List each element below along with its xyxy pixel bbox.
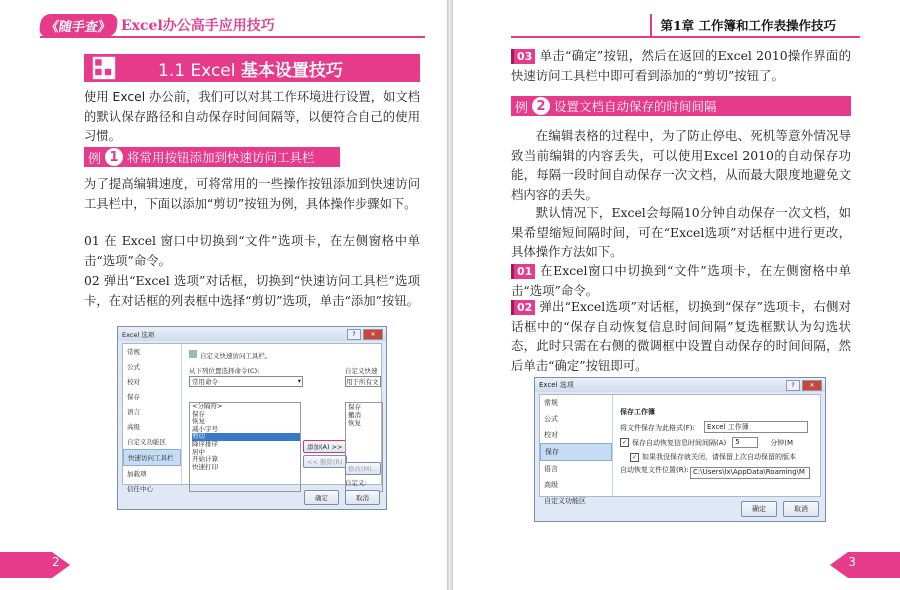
- header-rule: [511, 36, 860, 38]
- section-icon: [93, 57, 115, 79]
- example-number: 1: [105, 148, 123, 166]
- qat-heading: 自定义快速访问工具栏。: [189, 350, 272, 360]
- nav-item[interactable]: 常规: [544, 399, 558, 407]
- location-input[interactable]: C:\Users\lx\AppData\Roaming\M: [690, 467, 810, 479]
- customize-label: 自定义快速: [345, 367, 378, 375]
- list-item[interactable]: 减小字号: [192, 424, 218, 433]
- list-item[interactable]: 降序排序: [192, 439, 218, 448]
- remove-button[interactable]: << 删除(R): [303, 455, 347, 468]
- nav-item[interactable]: 常规: [127, 348, 140, 356]
- example-number: 2: [532, 97, 550, 115]
- choose-commands-label: 从下列位置选择命令(C):: [189, 367, 260, 375]
- modify-button[interactable]: 修改(M)...: [345, 462, 381, 475]
- ok-button[interactable]: 确定: [304, 490, 339, 505]
- section-heading: [84, 54, 420, 82]
- list-item[interactable]: 居中: [192, 447, 205, 456]
- example-2-para-1: 在编辑表格的过程中，为了防止停电、死机等意外情况导致当前编辑的内容丢失，可以使用Excel 2010的自动保存功能，每隔一段时间自动保存一次文档，从而最大限度地避免文档内容的丢失。: [511, 128, 851, 202]
- nav-item[interactable]: 语言: [127, 408, 140, 416]
- list-item[interactable]: 开始计算: [192, 455, 218, 464]
- example-label: 例: [88, 151, 102, 167]
- keep-version-checkbox[interactable]: ✓: [631, 453, 638, 461]
- list-item[interactable]: 恢复: [348, 419, 361, 427]
- close-icon[interactable]: ✕: [363, 329, 383, 340]
- options-nav: [123, 344, 182, 493]
- autosave-label: 保存自动恢复信息时间间隔(A): [632, 438, 727, 447]
- nav-item[interactable]: 校对: [127, 378, 140, 386]
- excel-options-dialog-qat: [117, 326, 387, 510]
- list-item[interactable]: 恢复: [192, 417, 205, 426]
- nav-item[interactable]: 自定义功能区: [127, 438, 166, 446]
- dialog-title: Excel 选项: [539, 381, 574, 389]
- dialog-footer: [741, 501, 819, 517]
- autosave-row: [620, 437, 793, 448]
- example-2-heading: [511, 96, 851, 116]
- window-controls: [347, 329, 383, 340]
- example-1-intro: 为了提高编辑速度，可将常用的一些操作按钮添加到快速访问工具栏中，下面以添加“剪切”按钮为例，具体操作步骤如下。: [84, 177, 420, 211]
- dialog-title: Excel 选项: [122, 330, 155, 339]
- format-select[interactable]: Excel 工作簿: [704, 421, 808, 433]
- list-item-selected[interactable]: 剪切: [192, 433, 300, 441]
- nav-item[interactable]: 保存: [127, 393, 140, 401]
- autosave-checkbox[interactable]: ✓: [621, 439, 628, 446]
- list-item[interactable]: <分隔符>: [192, 402, 223, 410]
- list-item[interactable]: 快速打印: [192, 462, 218, 471]
- step-number: 01: [511, 264, 535, 279]
- step-01: 01 在 Excel 窗口中切换到“文件”选项卡，在左侧窗格中单击“选项”命令。: [84, 233, 420, 268]
- chevron-down-icon: ▾: [297, 377, 301, 385]
- list-item[interactable]: 保存: [348, 403, 361, 411]
- left-page: [0, 0, 447, 590]
- cancel-button[interactable]: 取消: [783, 501, 819, 517]
- example-title: 设置文档自动保存的时间间隔: [554, 99, 717, 114]
- section-title: 1.1 Excel 基本设置技巧: [158, 60, 343, 81]
- keep-version-label: 如果我没保存就关闭，请保留上次自动保留的版本: [642, 453, 796, 461]
- cancel-button[interactable]: 取消: [345, 490, 380, 505]
- nav-item[interactable]: 加载项: [127, 470, 147, 478]
- window-controls: [786, 380, 822, 391]
- intro-paragraph: 使用 Excel 办公前，我们可以对其工作环境进行设置，如文档的默认保存路径和自动保存时间间隔等，以便符合自己的使用习惯。: [84, 90, 420, 143]
- chapter-header: 第1章 工作簿和工作表操作技巧: [650, 14, 844, 36]
- dialog-title-bar: [118, 327, 386, 341]
- format-label: 将文件保存为此格式(F):: [620, 424, 695, 432]
- right-page: [453, 0, 900, 590]
- dialog-footer: [304, 490, 380, 505]
- nav-item[interactable]: 高级: [127, 423, 140, 431]
- keep-version-row: [630, 452, 796, 462]
- step-03: 03 单击“确定”按钮，然后在返回的Excel 2010操作界面的快速访问工具栏中即可看到添加的“剪切”按钮了。: [511, 48, 851, 83]
- ok-button[interactable]: 确定: [741, 501, 777, 517]
- step-02: 02 弹出“Excel选项”对话框，切换到“保存”选项卡，右侧对话框中的“保存自动恢复信息时间间隔”复选框默认为勾选状态，此时只需在右侧的微调框中设置自动保存的时间间隔，然后单击“确定”按钮即可。: [511, 299, 851, 373]
- nav-item[interactable]: 公式: [544, 415, 558, 423]
- nav-item[interactable]: 高级: [544, 481, 558, 489]
- choose-commands-select[interactable]: 常用命令 ▾: [189, 376, 303, 387]
- example-title: 将常用按钮添加到快速访问工具栏: [127, 150, 315, 165]
- example-2-para-2: 默认情况下，Excel会每隔10分钟自动保存一次文档，如果希望缩短间隔时间，可在“Excel选项”对话框中进行更改，具体操作方法如下。: [511, 205, 851, 259]
- dialog-body: [122, 343, 382, 493]
- example-label: 例: [515, 100, 529, 116]
- help-icon[interactable]: ?: [347, 329, 361, 340]
- example-1-heading: [84, 147, 340, 167]
- excel-options-dialog-save: [534, 377, 826, 522]
- nav-item-selected[interactable]: 保存: [540, 443, 612, 461]
- series-logo: 《随手查》: [38, 14, 118, 37]
- options-nav: [540, 395, 613, 505]
- step-number: 02: [511, 300, 535, 315]
- step-02: 02 弹出“Excel 选项”对话框，切换到“快速访问工具栏”选项卡，在对话框的列表框中选择“剪切”选项，单击“添加”按钮。: [84, 273, 420, 308]
- running-header-left: [40, 14, 275, 36]
- add-button[interactable]: 添加(A) >>: [303, 440, 346, 453]
- page-arrow-right: [830, 552, 900, 578]
- header-rule: [40, 36, 425, 38]
- dialog-title-bar: [535, 378, 825, 392]
- save-heading: 保存工作簿: [620, 408, 655, 416]
- nav-item-selected[interactable]: 快速访问工具栏: [123, 449, 181, 466]
- nav-item[interactable]: 公式: [127, 363, 140, 371]
- qat-icon: [189, 350, 197, 358]
- nav-item[interactable]: 语言: [544, 465, 558, 473]
- page-number: 2: [52, 555, 60, 569]
- help-icon[interactable]: ?: [786, 380, 800, 391]
- autosave-unit: 分钟(M: [770, 438, 794, 447]
- customize-select[interactable]: 用于所有文: [345, 376, 381, 387]
- nav-item[interactable]: 自定义功能区: [544, 497, 586, 505]
- step-01: 01 在Excel窗口中切换到“文件”选项卡，在左侧窗格中单击“选项”命令。: [511, 263, 851, 298]
- nav-item[interactable]: 校对: [544, 431, 558, 439]
- close-icon[interactable]: ✕: [802, 380, 822, 391]
- commands-list[interactable]: [189, 402, 301, 492]
- list-item[interactable]: 保存: [192, 409, 205, 418]
- page-number: 3: [848, 555, 856, 569]
- autosave-minutes-stepper[interactable]: 5: [732, 437, 758, 448]
- customize-small-label: 自定义:: [345, 479, 367, 487]
- location-label: 自动恢复文件位置(R):: [620, 466, 689, 474]
- nav-item[interactable]: 信任中心: [127, 485, 153, 493]
- step-number: 03: [511, 49, 535, 64]
- series-title: Excel办公高手应用技巧: [121, 18, 275, 34]
- list-item[interactable]: 撤消: [348, 411, 361, 419]
- dialog-body: [539, 394, 821, 505]
